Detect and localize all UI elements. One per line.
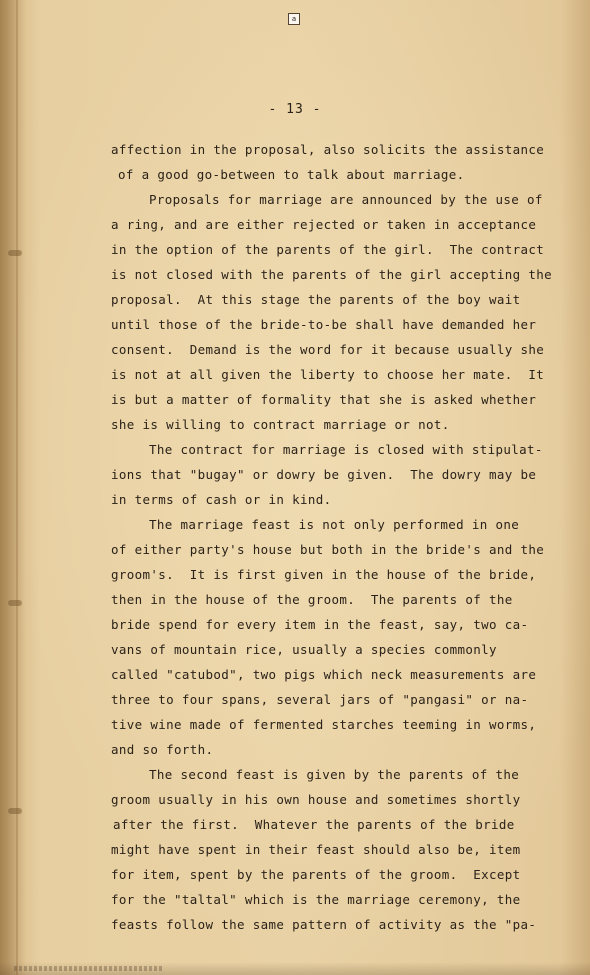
text-line: ions that "bugay" or dowry be given. The dowry may be <box>111 467 537 482</box>
text-line: vans of mountain rice, usually a species commonly <box>111 642 497 657</box>
text-line: groom's. It is first given in the house of the bride, <box>111 567 537 582</box>
text-line: is not at all given the liberty to choose her mate. It <box>111 367 545 382</box>
text-line: called "catubod", two pigs which neck measurements are <box>111 667 537 682</box>
text-line: feasts follow the same pattern of activity as the "pa- <box>111 917 537 932</box>
text-line: The contract for marriage is closed with stipulat- <box>149 442 543 457</box>
staple-hole <box>8 600 22 606</box>
text-line: for item, spent by the parents of the groom. Except <box>111 867 521 882</box>
binding-line <box>16 0 18 975</box>
text-line: is not closed with the parents of the girl accepting the <box>111 267 553 282</box>
scan-footer-mark <box>14 966 164 971</box>
text-line: three to four spans, several jars of "pangasi" or na- <box>111 692 529 707</box>
text-line: until those of the bride-to-be shall have demanded her <box>111 317 537 332</box>
text-line: The marriage feast is not only performed in one <box>149 517 520 532</box>
text-line: groom usually in his own house and sometimes shortly <box>111 792 521 807</box>
text-line: in terms of cash or in kind. <box>111 492 332 507</box>
text-line: then in the house of the groom. The parents of the <box>111 592 513 607</box>
text-line: Proposals for marriage are announced by the use of <box>149 192 543 207</box>
text-line: and so forth. <box>111 742 214 757</box>
staple-hole <box>8 808 22 814</box>
text-line: is but a matter of formality that she is asked whether <box>111 392 537 407</box>
text-line: in the option of the parents of the girl. The contract <box>111 242 545 257</box>
text-line: The second feast is given by the parents of the <box>149 767 520 782</box>
text-line: bride spend for every item in the feast, say, two ca- <box>111 617 529 632</box>
text-line: affection in the proposal, also solicits the assistance <box>111 142 545 157</box>
text-line: a ring, and are either rejected or taken in acceptance <box>111 217 537 232</box>
staple-hole <box>8 250 22 256</box>
text-line: tive wine made of fermented starches teeming in worms, <box>111 717 537 732</box>
text-line: for the "taltal" which is the marriage ceremony, the <box>111 892 521 907</box>
text-line: proposal. At this stage the parents of the boy wait <box>111 292 521 307</box>
text-line: she is willing to contract marriage or not. <box>111 417 450 432</box>
text-line: consent. Demand is the word for it because usually she <box>111 342 545 357</box>
text-line: might have spent in their feast should also be, item <box>111 842 521 857</box>
text-line: after the first. Whatever the parents of the bride <box>113 817 515 832</box>
text-line: of a good go-between to talk about marriage. <box>118 167 465 182</box>
archive-stamp: a <box>288 13 300 25</box>
text-line: of either party's house but both in the bride's and the <box>111 542 545 557</box>
binding-shadow <box>0 0 26 975</box>
page-number: - 13 - <box>268 102 322 117</box>
